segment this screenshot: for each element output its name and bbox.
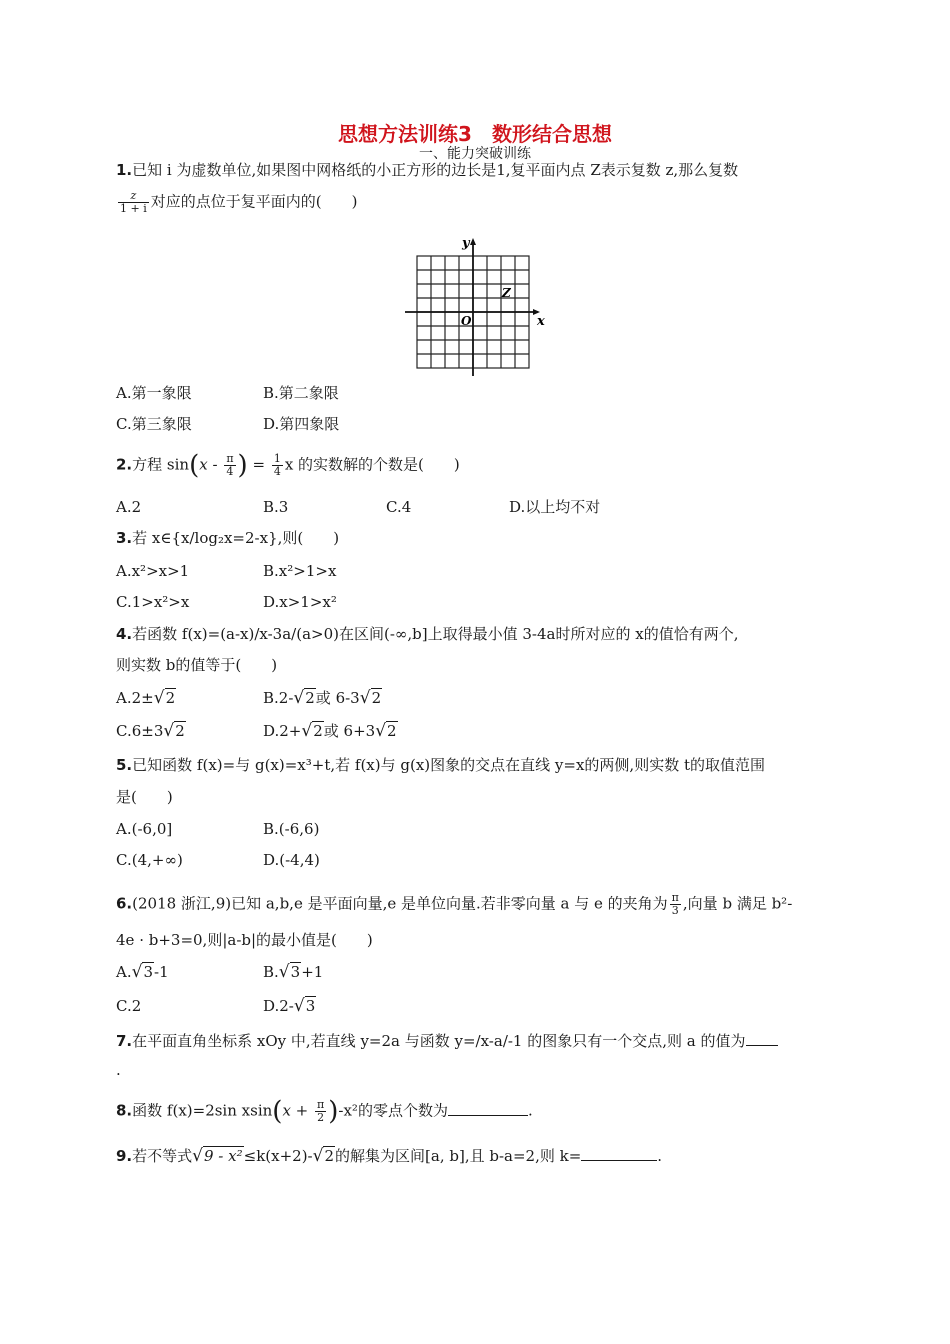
- x-axis-label: x: [537, 314, 545, 329]
- radicand: 3: [143, 963, 153, 981]
- question-text: (2018 浙江,9)已知 a,b,e 是平面向量,e 是单位向量.若非零向量 a 与 e 的夹角为: [132, 894, 668, 913]
- answer-blank[interactable]: [581, 1146, 657, 1161]
- sqrt-icon: √: [153, 688, 165, 708]
- question-7: [116, 1031, 778, 1051]
- period: .: [527, 1101, 533, 1120]
- question-number: 5.: [116, 756, 133, 774]
- option-a: [116, 688, 176, 708]
- section-subtitle: 一、能力突破训练: [419, 146, 531, 162]
- denominator: 4: [273, 465, 281, 478]
- point-z-label: Z: [502, 286, 511, 300]
- option-d: D.(-4,4): [263, 851, 320, 869]
- option-b: B.3: [263, 498, 289, 516]
- question-text: 对应的点位于复平面内的( ): [150, 192, 358, 211]
- question-4: [116, 624, 739, 644]
- option-a: A.x²>x>1: [116, 562, 190, 580]
- sqrt-icon: √: [293, 688, 305, 708]
- period: .: [657, 1147, 663, 1165]
- fraction: [118, 190, 149, 215]
- question-1: [116, 160, 738, 180]
- question-5-line2: 是( ): [116, 788, 173, 806]
- option-d: [263, 721, 398, 741]
- option-d: D.第四象限: [263, 415, 340, 433]
- question-text: 若不等式: [132, 1147, 193, 1165]
- radicand: 2: [313, 722, 323, 740]
- question-text: x 的实数解的个数是( ): [284, 455, 460, 474]
- y-axis-arrow-icon: [470, 238, 476, 245]
- question-6: [116, 892, 792, 917]
- option-d: D.x>1>x²: [263, 593, 337, 611]
- question-4-line2: 则实数 b的值等于( ): [116, 656, 278, 674]
- radicand: 2: [165, 689, 176, 707]
- page-title: 思想方法训练3 数形结合思想: [338, 122, 612, 146]
- sqrt-icon: √: [131, 962, 143, 982]
- paren-right: ): [328, 1096, 339, 1127]
- question-text: 方程 sin: [132, 455, 190, 474]
- radicand: 3: [290, 963, 301, 981]
- question-3: [116, 528, 339, 548]
- question-5: [116, 755, 765, 775]
- option-text: -1: [154, 963, 169, 981]
- fraction: [315, 1099, 326, 1124]
- option-text: D.2-: [263, 997, 294, 1015]
- option-text: A.2±: [116, 689, 154, 707]
- option-d: D.以上均不对: [509, 498, 601, 516]
- fraction: [272, 453, 283, 478]
- option-text: D.2+: [263, 722, 302, 740]
- sqrt-icon: √: [163, 721, 175, 741]
- paren-right: ): [237, 450, 248, 481]
- option-c: C.1>x²>x: [116, 593, 190, 611]
- option-b: [263, 688, 382, 708]
- option-b: B.第二象限: [263, 384, 339, 402]
- question-number: 3.: [116, 529, 133, 547]
- option-c: C.4: [386, 498, 412, 516]
- sqrt-icon: √: [278, 962, 290, 982]
- answer-blank[interactable]: [746, 1031, 778, 1046]
- question-text: 已知 i 为虚数单位,如果图中网格纸的小正方形的边长是1,复平面内点 Z表示复数 z,那么复数: [132, 161, 739, 179]
- radicand: 2: [324, 1147, 335, 1165]
- numerator: z: [118, 190, 149, 203]
- option-a: A.2: [116, 498, 142, 516]
- question-number: 7.: [116, 1032, 133, 1050]
- denominator: 2: [317, 1111, 325, 1124]
- question-text: 已知函数 f(x)=与 g(x)=x³+t,若 f(x)与 g(x)图象的交点在直线 y=x的两侧,则实数 t的取值范围: [132, 756, 765, 774]
- option-text: +1: [301, 963, 324, 981]
- option-c: [116, 721, 186, 741]
- sqrt-icon: √: [359, 688, 371, 708]
- question-text: -x²的零点个数为: [338, 1101, 448, 1120]
- radicand: 2: [387, 722, 397, 740]
- sqrt-icon: √: [312, 1146, 324, 1166]
- question-9: [116, 1146, 662, 1166]
- origin-label: O: [461, 314, 472, 328]
- option-b: [263, 962, 323, 982]
- radicand: 2: [305, 689, 315, 707]
- question-text: 若 x∈{x/log₂x=2-x},则( ): [132, 529, 340, 547]
- radicand: 3: [305, 997, 316, 1015]
- question-number: 8.: [116, 1101, 133, 1120]
- option-c: C.第三象限: [116, 415, 192, 433]
- option-a: [116, 962, 169, 982]
- option-b: B.x²>1>x: [263, 562, 337, 580]
- axes: [405, 240, 538, 376]
- complex-plane-grid-figure: [400, 236, 550, 376]
- question-6-line2: 4e · b+3=0,则|a-b|的最小值是( ): [116, 931, 373, 949]
- option-b: B.(-6,6): [263, 820, 320, 838]
- numerator: 1: [273, 452, 281, 465]
- equals: =: [247, 455, 270, 474]
- numerator: π: [671, 891, 679, 904]
- option-a: A.(-6,0]: [116, 820, 173, 838]
- sqrt-icon: √: [293, 996, 305, 1016]
- question-text: 的解集为区间[a, b],且 b-a=2,则 k=: [335, 1147, 582, 1165]
- option-d: [263, 996, 316, 1016]
- expression: x +: [282, 1101, 314, 1120]
- denominator: 1 + i: [120, 202, 147, 215]
- numerator: π: [317, 1098, 325, 1111]
- question-7-end: .: [116, 1061, 121, 1079]
- question-text: 若函数 f(x)=(a-x)/x-3a/(a>0)在区间(-∞,b]上取得最小值 3-4a时所对应的 x的值恰有两个,: [132, 625, 739, 643]
- question-text: ,向量 b 满足 b²-: [682, 894, 793, 913]
- paren-left: (: [189, 450, 200, 481]
- option-text: 或 6+3: [323, 722, 376, 740]
- numerator: π: [226, 452, 234, 465]
- question-number: 9.: [116, 1147, 133, 1165]
- sqrt-icon: √: [192, 1146, 203, 1166]
- denominator: 4: [226, 465, 234, 478]
- question-number: 4.: [116, 625, 133, 643]
- sqrt-icon: √: [375, 721, 387, 741]
- expression: x -: [199, 455, 223, 474]
- option-text: A.: [116, 963, 132, 981]
- question-number: 1.: [116, 161, 133, 179]
- denominator: 3: [671, 904, 679, 917]
- question-text: 函数 f(x)=2sin xsin: [132, 1101, 273, 1120]
- option-c: C.2: [116, 997, 142, 1015]
- paren-left: (: [272, 1096, 283, 1127]
- radicand: 2: [175, 722, 185, 740]
- option-text: 或 6-3: [315, 689, 360, 707]
- question-2: [116, 450, 460, 481]
- option-text: B.2-: [263, 689, 294, 707]
- option-a: A.第一象限: [116, 384, 192, 402]
- fraction: [224, 453, 235, 478]
- option-text: C.6±3: [116, 722, 164, 740]
- question-1-line2: [116, 190, 357, 215]
- y-axis-label: y: [462, 236, 470, 251]
- question-number: 6.: [116, 894, 133, 913]
- question-8: [116, 1096, 533, 1127]
- answer-blank[interactable]: [448, 1101, 528, 1116]
- option-c: C.(4,+∞): [116, 851, 183, 869]
- question-number: 2.: [116, 455, 133, 474]
- question-text: ≤k(x+2)-: [243, 1147, 313, 1165]
- sqrt-icon: √: [301, 721, 313, 741]
- radicand: 2: [371, 689, 382, 707]
- option-text: B.: [263, 963, 279, 981]
- question-text: 在平面直角坐标系 xOy 中,若直线 y=2a 与函数 y=/x-a/-1 的图象只有一个交点,则 a 的值为: [132, 1032, 746, 1050]
- fraction: [670, 892, 681, 917]
- radicand: 9 - x²: [204, 1147, 243, 1165]
